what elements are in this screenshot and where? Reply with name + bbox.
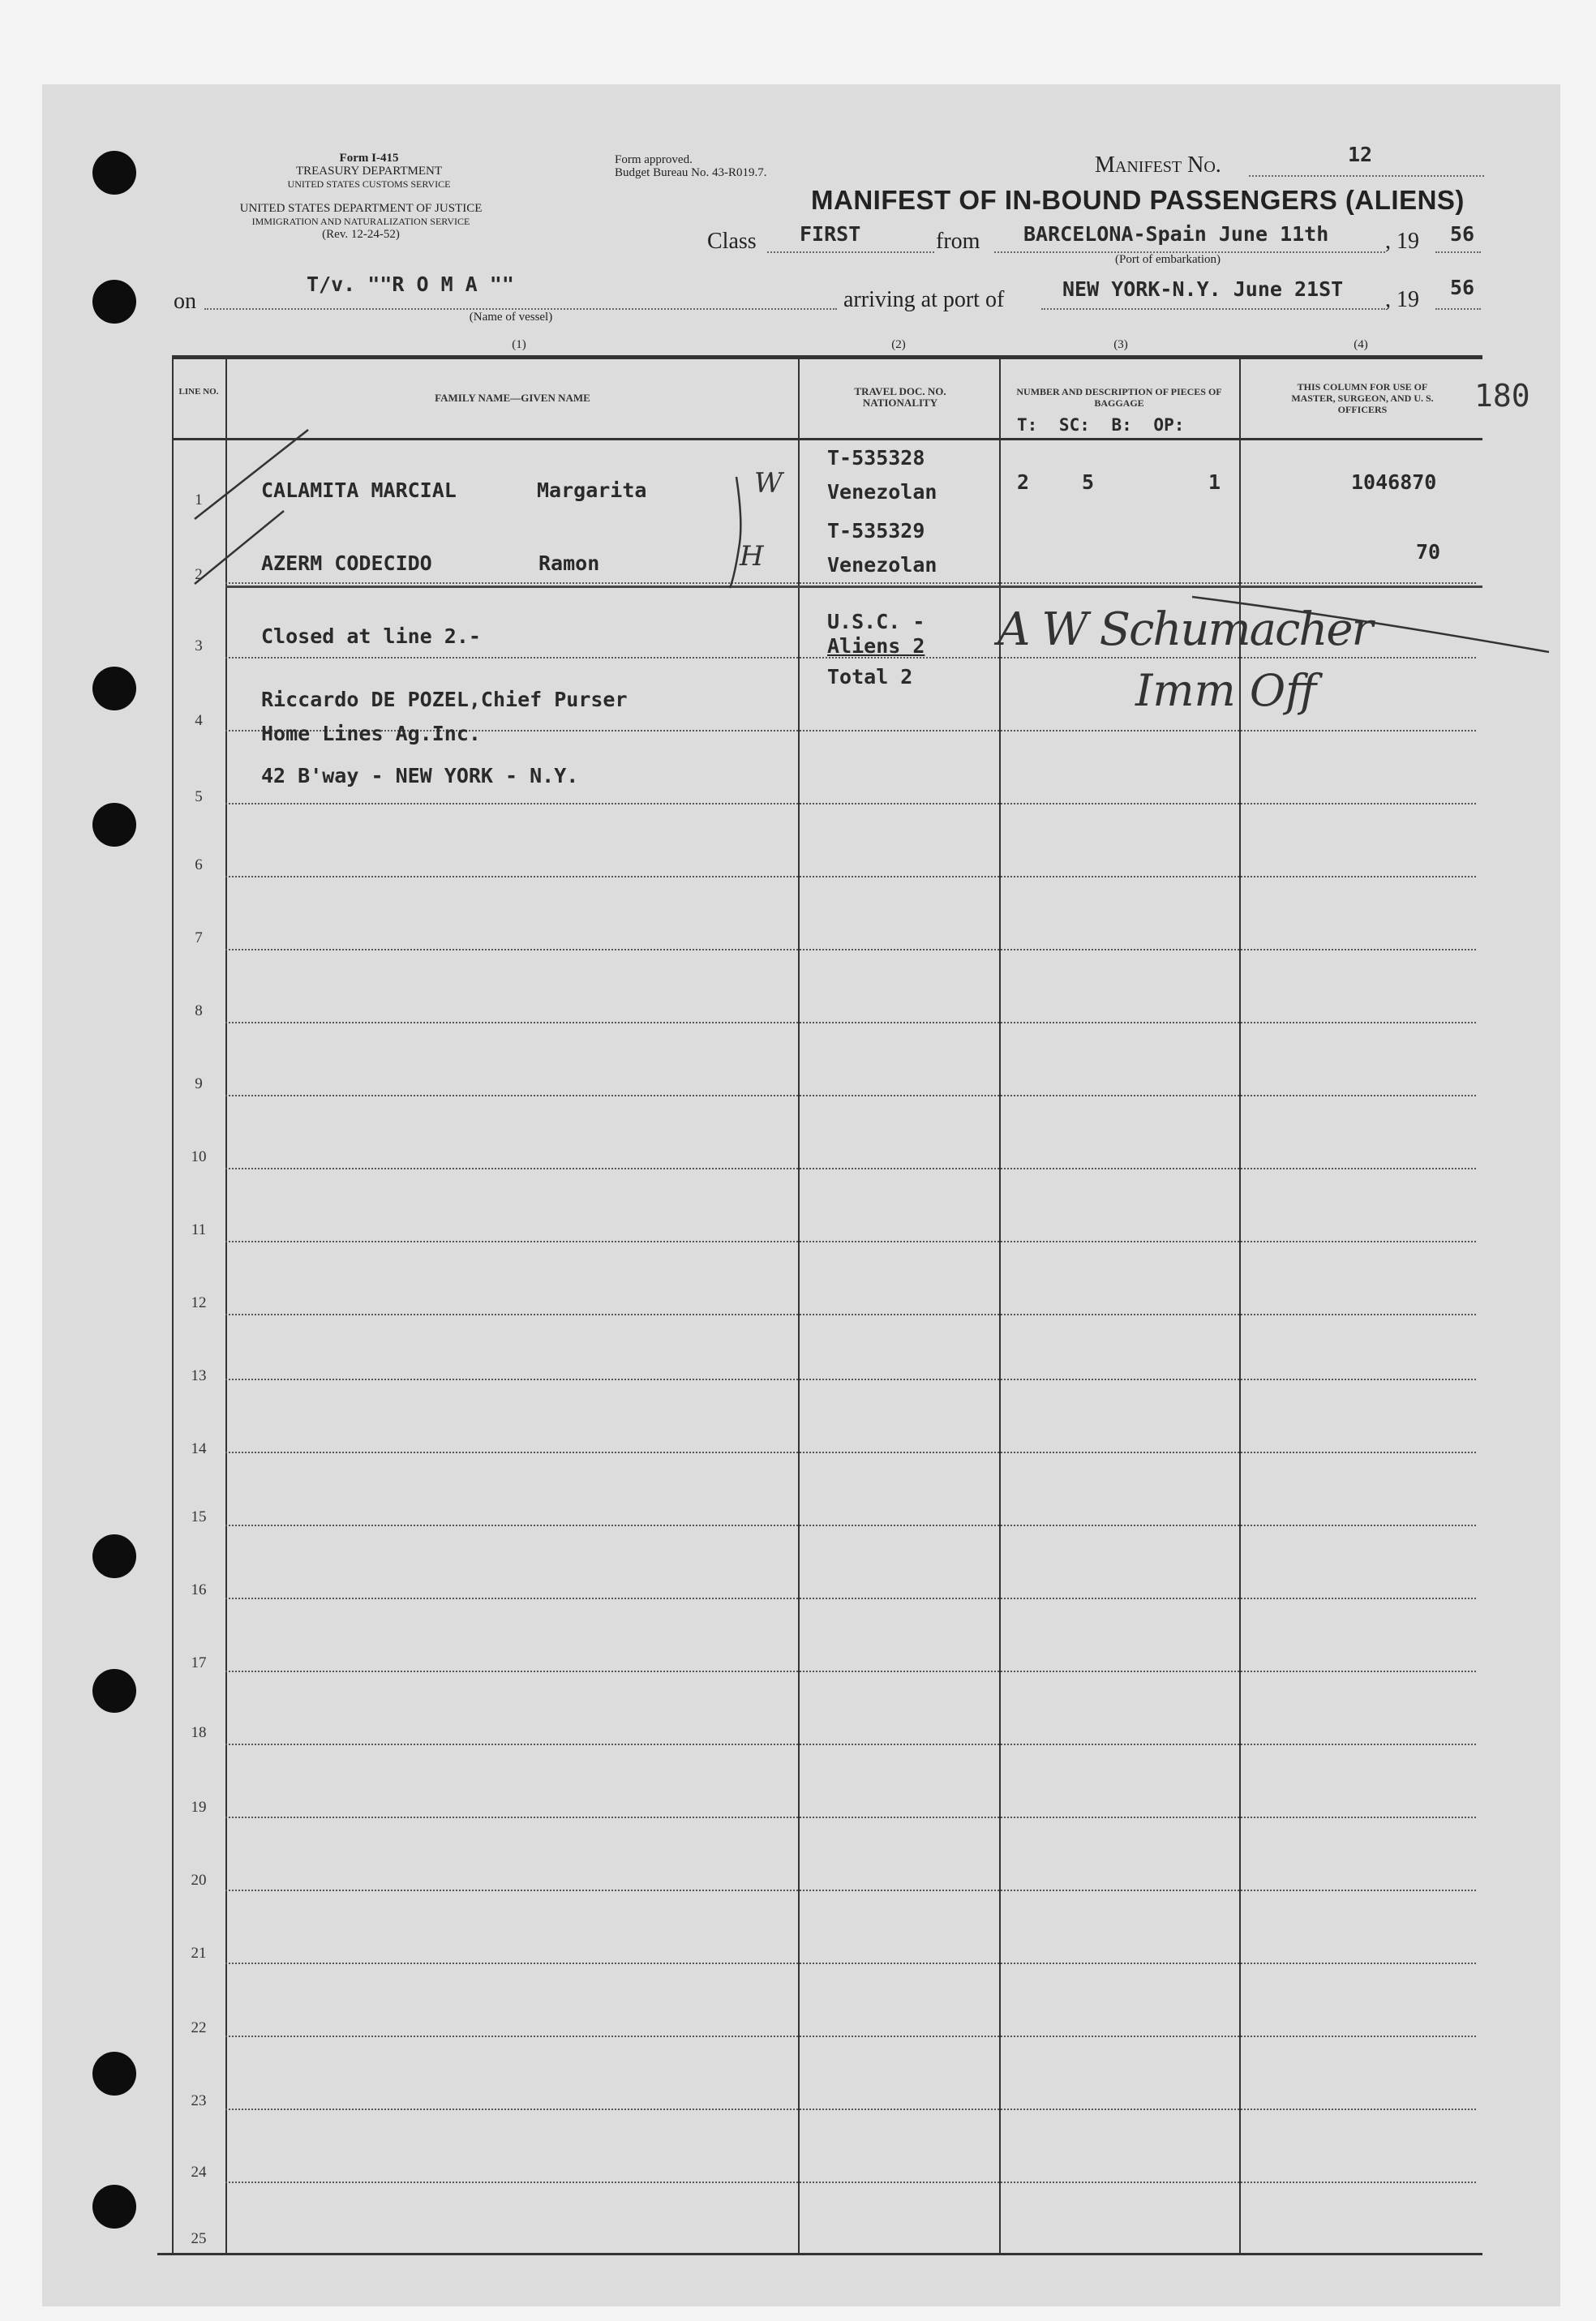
closed-note: Closed at line 2.- bbox=[261, 624, 481, 648]
row-rule bbox=[225, 1095, 1476, 1096]
col-num-3: (3) bbox=[1113, 338, 1128, 351]
manifest-no-label: Manifest No. bbox=[1095, 152, 1221, 178]
justice-dept: UNITED STATES DEPARTMENT OF JUSTICE bbox=[239, 202, 483, 215]
class-label: Class bbox=[707, 229, 757, 254]
line-number: 1 bbox=[195, 491, 203, 508]
row-rule bbox=[225, 2036, 1476, 2037]
line-number: 23 bbox=[191, 2092, 207, 2109]
row-rule bbox=[225, 876, 1476, 877]
page-title: MANIFEST OF IN-BOUND PASSENGERS (ALIENS) bbox=[811, 185, 1465, 215]
class-value: FIRST bbox=[800, 222, 861, 246]
line-number: 8 bbox=[195, 1002, 203, 1019]
line-number: 11 bbox=[191, 1221, 207, 1238]
header-officers: THIS COLUMN FOR USE OF MASTER, SURGEON, AND U. S. OFFICERS bbox=[1291, 381, 1434, 415]
purser-note: Riccardo DE POZEL,Chief Purser bbox=[261, 688, 628, 711]
treasury-dept: TREASURY DEPARTMENT bbox=[295, 165, 443, 178]
vessel-value: T/v. ""R O M A "" bbox=[307, 272, 514, 296]
col-divider-line bbox=[225, 357, 227, 2255]
header-travel-doc: TRAVEL DOC. NO. NATIONALITY bbox=[854, 385, 946, 409]
form-approved: Form approved. bbox=[615, 153, 693, 166]
line-number: 4 bbox=[195, 712, 203, 729]
row-rule bbox=[225, 1168, 1476, 1169]
row-rule bbox=[225, 2182, 1476, 2183]
line-number: 25 bbox=[191, 2230, 207, 2247]
line-number: 6 bbox=[195, 856, 203, 873]
arriving-line bbox=[1041, 308, 1385, 310]
punch-hole bbox=[92, 1534, 136, 1578]
line-number: 12 bbox=[191, 1294, 207, 1311]
page-stamp: 180 bbox=[1474, 378, 1530, 414]
officer-note: 1046870 bbox=[1351, 470, 1437, 494]
row-rule bbox=[225, 1890, 1476, 1891]
line-number: 2 bbox=[195, 566, 203, 583]
year-value-1: 56 bbox=[1450, 222, 1475, 246]
year-line-1 bbox=[1435, 251, 1481, 253]
row-rule bbox=[225, 2109, 1476, 2110]
summary-aliens: Aliens 2 bbox=[827, 634, 925, 658]
row-rule bbox=[225, 803, 1476, 804]
passenger-nationality: Venezolan bbox=[827, 480, 937, 504]
line-number: 9 bbox=[195, 1075, 203, 1092]
baggage-t: 2 bbox=[1017, 470, 1030, 494]
row-rule bbox=[225, 1525, 1476, 1526]
col-num-4: (4) bbox=[1354, 338, 1368, 351]
row-rule bbox=[225, 1598, 1476, 1599]
manifest-no-value: 12 bbox=[1348, 143, 1373, 166]
cancellation-marks bbox=[162, 422, 795, 592]
year-line-2 bbox=[1435, 308, 1481, 310]
officer-note: 70 bbox=[1416, 540, 1441, 564]
from-label: from bbox=[936, 229, 980, 254]
summary-usc: U.S.C. - bbox=[827, 610, 925, 633]
table-top-rule bbox=[172, 355, 1482, 359]
line-number: 17 bbox=[191, 1654, 207, 1671]
row-rule bbox=[225, 1241, 1476, 1242]
passenger-doc-no: T-535329 bbox=[827, 519, 925, 543]
line-number: 21 bbox=[191, 1945, 207, 1962]
manifest-sheet bbox=[42, 84, 1560, 2306]
year-prefix-2: , 19 bbox=[1385, 287, 1419, 312]
form-number: Form I-415 bbox=[339, 152, 399, 165]
punch-hole bbox=[92, 2052, 136, 2096]
header-name: FAMILY NAME—GIVEN NAME bbox=[435, 392, 590, 404]
line-number: 3 bbox=[195, 637, 203, 654]
line-number: 20 bbox=[191, 1872, 207, 1889]
address-note: 42 B'way - NEW YORK - N.Y. bbox=[261, 764, 579, 787]
year-prefix-1: , 19 bbox=[1385, 229, 1419, 254]
vessel-label: (Name of vessel) bbox=[469, 311, 553, 324]
ins-service: IMMIGRATION AND NATURALIZATION SERVICE bbox=[251, 216, 470, 227]
baggage-op: 1 bbox=[1208, 470, 1221, 494]
row-rule bbox=[225, 1379, 1476, 1380]
passenger-mark: W bbox=[754, 467, 783, 500]
line-number: 10 bbox=[191, 1148, 207, 1165]
budget-bureau: Budget Bureau No. 43-R019.7. bbox=[615, 166, 767, 179]
col-num-2: (2) bbox=[891, 338, 906, 351]
table-bottom-rule bbox=[157, 2253, 1482, 2255]
line-number: 7 bbox=[195, 929, 203, 946]
baggage-sc: 5 bbox=[1082, 470, 1095, 494]
on-label: on bbox=[174, 289, 196, 314]
passenger-mark: H bbox=[740, 540, 764, 573]
passenger-given-name: Ramon bbox=[538, 551, 600, 575]
row-rule bbox=[225, 949, 1476, 950]
from-value: BARCELONA-Spain June 11th bbox=[1023, 222, 1329, 246]
row-rule bbox=[225, 1817, 1476, 1818]
customs-service: UNITED STATES CUSTOMS SERVICE bbox=[287, 178, 451, 190]
punch-hole bbox=[92, 803, 136, 847]
header-line-no: LINE NO. bbox=[178, 387, 219, 397]
line-number: 5 bbox=[195, 788, 203, 805]
passenger-nationality: Venezolan bbox=[827, 553, 937, 577]
row-rule bbox=[225, 1963, 1476, 1964]
passenger-family-name: CALAMITA MARCIAL bbox=[261, 478, 457, 502]
revision-date: (Rev. 12-24-52) bbox=[322, 228, 400, 241]
header-baggage: NUMBER AND DESCRIPTION OF PIECES OF BAGGAGE bbox=[1016, 386, 1222, 409]
summary-total: Total 2 bbox=[827, 665, 913, 689]
row-rule bbox=[225, 1744, 1476, 1745]
row-rule bbox=[225, 1671, 1476, 1672]
punch-hole bbox=[92, 2185, 136, 2229]
vessel-line bbox=[204, 308, 837, 310]
manifest-no-line bbox=[1249, 175, 1484, 177]
year-value-2: 56 bbox=[1450, 276, 1475, 299]
arriving-label: arriving at port of bbox=[843, 287, 1005, 312]
agency-note: Home Lines Ag.Inc. bbox=[261, 722, 481, 745]
signature-title: Imm Off bbox=[1135, 665, 1317, 716]
class-line bbox=[767, 251, 934, 253]
punch-hole bbox=[92, 151, 136, 195]
row-rule bbox=[225, 1314, 1476, 1315]
line-number: 22 bbox=[191, 2019, 207, 2036]
line-number: 24 bbox=[191, 2164, 207, 2181]
col-num-1: (1) bbox=[512, 338, 526, 351]
row-rule bbox=[225, 1022, 1476, 1023]
line-number: 14 bbox=[191, 1440, 207, 1457]
line-number: 13 bbox=[191, 1367, 207, 1384]
col-divider-doc bbox=[798, 357, 800, 2255]
header-baggage-codes: T: SC: B: OP: bbox=[1017, 415, 1185, 435]
passenger-given-name: Margarita bbox=[537, 478, 647, 502]
line-number: 16 bbox=[191, 1581, 207, 1598]
line-number: 15 bbox=[191, 1508, 207, 1525]
table-left-edge bbox=[172, 357, 174, 2255]
port-embarkation-label: (Port of embarkation) bbox=[1115, 253, 1221, 266]
passenger-doc-no: T-535328 bbox=[827, 446, 925, 470]
arriving-value: NEW YORK-N.Y. June 21ST bbox=[1062, 277, 1344, 301]
signature-name: A W Schumacher bbox=[998, 603, 1372, 656]
passenger-family-name: AZERM CODECIDO bbox=[261, 551, 432, 575]
punch-hole bbox=[92, 667, 136, 710]
line-number: 18 bbox=[191, 1724, 207, 1741]
line-number: 19 bbox=[191, 1799, 207, 1816]
punch-hole bbox=[92, 280, 136, 324]
row-rule bbox=[225, 1452, 1476, 1453]
punch-hole bbox=[92, 1669, 136, 1713]
